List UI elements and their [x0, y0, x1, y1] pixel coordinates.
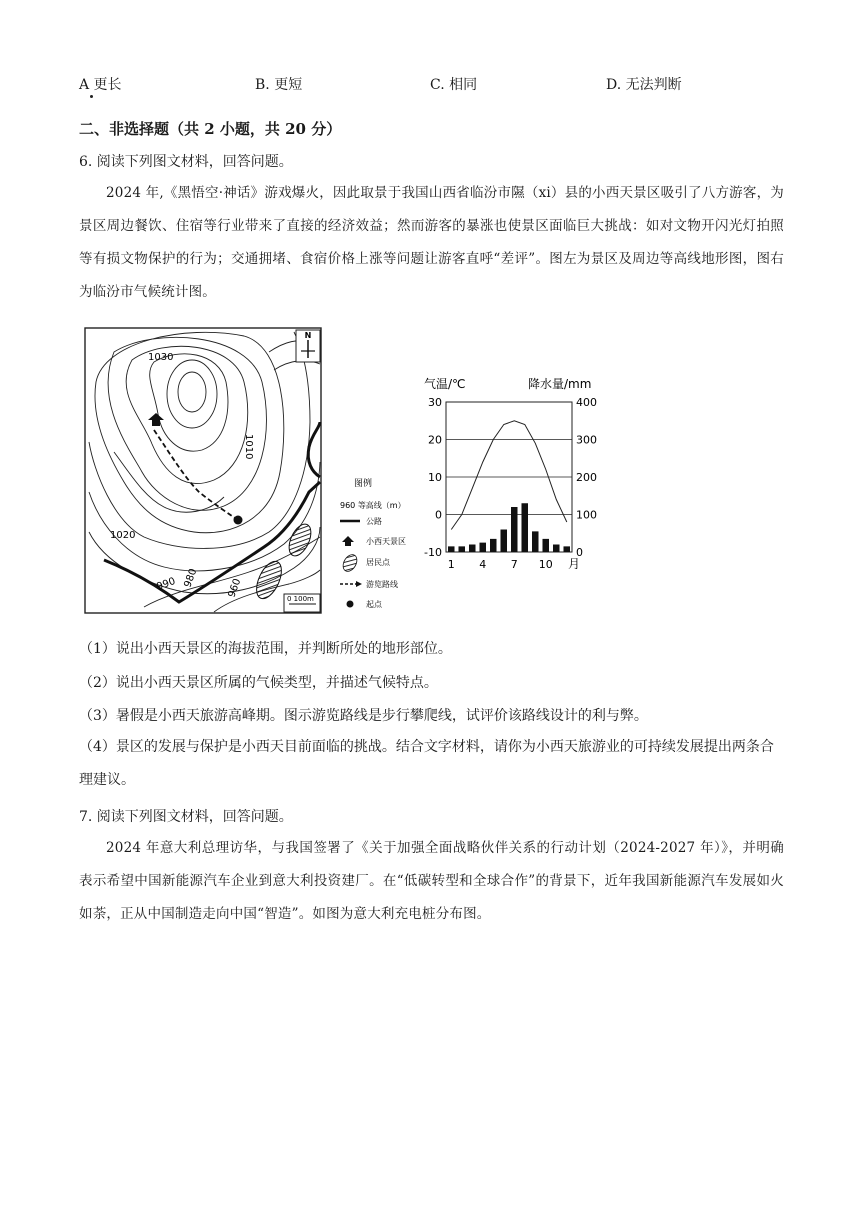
- start-point: [234, 516, 243, 525]
- legend-route: 游览路线: [366, 580, 398, 589]
- precip-bar: [500, 530, 507, 553]
- scale-label: 0 100m: [287, 595, 314, 603]
- contour-label-990: 990: [155, 575, 177, 593]
- legend-scenic: 小西天景区: [366, 537, 406, 546]
- q7-material: 2024 年意大利总理访华，与我国签署了《关于加强全面战略伙伴关系的行动计划（2024-2027 年）》，并明确表示希望中国新能源汽车企业到意大利投资建厂。在“低碳转型和全球合作”的背景下，近年我国新能源汽车发展如火如荼，正从中国制造走向中国“智造”。如图为意大利充电桩分布图。: [79, 840, 784, 922]
- option-d: D. 无法判断: [606, 77, 682, 93]
- section-heading: 二、非选择题（共 2 小题，共 20 分）: [79, 120, 342, 138]
- y-right-tick: 0: [576, 546, 583, 559]
- north-label: N: [304, 331, 312, 340]
- option-b: B. 更短: [255, 77, 303, 93]
- precip-bar: [458, 546, 465, 552]
- map-legend: [340, 477, 406, 609]
- precip-bar: [490, 539, 497, 552]
- q6-sub4: （4）景区的发展与保护是小西天目前面临的挑战。结合文字材料，请你为小西天旅游业的可持续发展提出两条合理建议。: [79, 739, 774, 788]
- x-tick: 1: [447, 558, 455, 571]
- q6-figure: [84, 322, 604, 618]
- y-right-tick: 400: [576, 396, 597, 409]
- map-frame: [85, 328, 321, 613]
- contour-label-1010: 1010: [243, 434, 254, 460]
- q6-stem: 6. 阅读下列图文材料，回答问题。: [79, 154, 293, 170]
- precip-bar: [469, 545, 476, 553]
- y-left-tick: 30: [428, 396, 442, 409]
- y-left-tick: 20: [428, 433, 442, 447]
- q6-sub1: （1）说出小西天景区的海拔范围，并判断所处的地形部位。: [79, 641, 452, 657]
- y-right-tick: 300: [576, 433, 597, 447]
- legend-settlement: 居民点: [366, 558, 390, 567]
- precip-bar: [542, 539, 549, 552]
- y-right-tick: 100: [576, 508, 597, 522]
- option-c: C. 相同: [430, 77, 478, 93]
- contour-label-1020: 1020: [110, 530, 136, 541]
- y-right-label: 降水量/mm: [528, 377, 592, 391]
- q7-stem: 7. 阅读下列图文材料，回答问题。: [79, 809, 293, 825]
- precip-bar: [553, 545, 560, 553]
- legend-title: 图例: [354, 479, 373, 489]
- contour-label-960: 960: [226, 577, 244, 600]
- x-tick: 10: [538, 558, 553, 571]
- y-left-tick: -10: [424, 546, 442, 559]
- option-a-dot: [90, 95, 93, 98]
- q6-sub2: （2）说出小西天景区所属的气候类型，并描述气候特点。: [79, 675, 438, 691]
- precip-bar: [448, 546, 455, 552]
- climate-chart: [424, 376, 597, 571]
- y-left-label: 气温/℃: [424, 377, 466, 391]
- temperature-line: [451, 421, 567, 530]
- x-tick: 4: [479, 558, 487, 571]
- y-left-tick: 10: [428, 471, 442, 484]
- precip-bar: [563, 546, 570, 552]
- precip-bar: [479, 543, 486, 552]
- precip-bar: [511, 507, 518, 552]
- precip-bar: [532, 531, 539, 552]
- q6-sub3: （3）暑假是小西天旅游高峰期。图示游览路线是步行攀爬线，试评价该路线设计的利与弊。: [79, 708, 648, 724]
- option-a: A 更长: [79, 77, 122, 93]
- legend-contour: 960 等高线（m）: [340, 501, 406, 510]
- x-unit-label: 月: [568, 557, 581, 571]
- contour-label-1030: 1030: [148, 352, 174, 363]
- legend-road: 公路: [366, 517, 382, 526]
- contour-map: [85, 328, 321, 613]
- precip-bar: [521, 503, 528, 552]
- y-left-tick: 0: [435, 508, 442, 522]
- contour-label-980: 980: [182, 567, 200, 590]
- legend-start: 起点: [366, 600, 382, 609]
- x-tick: 7: [510, 558, 518, 571]
- q6-material: 2024 年,《黑悟空·神话》游戏爆火，因此取景于我国山西省临汾市隰（xi）县的小西天景区吸引了八方游客，为景区周边餐饮、住宿等行业带来了直接的经济效益；然而游客的暴涨也使景区面临巨大挑战：如对文物开闪光灯拍照等有损文物保护的行为；交通拥堵、食宿价格上涨等问题让游客直呼“差评”。图左为景区及周边等高线地形图，图右为临汾市气候统计图。: [79, 185, 784, 300]
- y-right-tick: 200: [576, 471, 597, 484]
